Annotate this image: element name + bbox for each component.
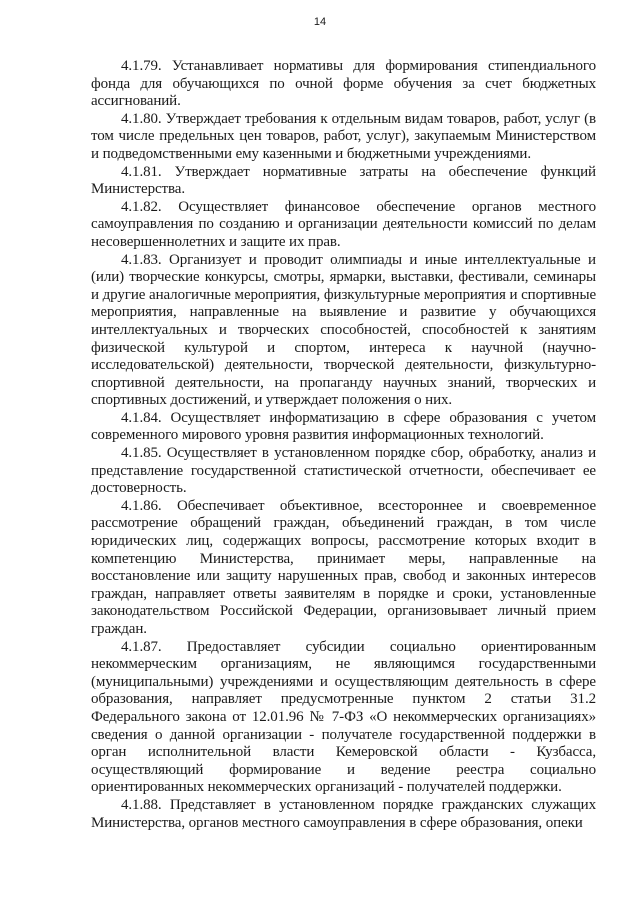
paragraph-4-1-83: 4.1.83. Организует и проводит олимпиады и иные интеллектуальные и (или) творческие конкурсы, смотры, ярмарки, выставки, фестивали, семинары и другие аналогичные мероприятия, физкультурные мероприятия и спортивные мероприятия, направленные на выявление и развитие у обучающихся интеллектуальных и творческих способностей, способностей к занятиям физической культурой и спортом, интереса к научной (научно-исследовательской) деятельности, творческой деятельности, физкультурно-спортивной деятельности, на пропаганду научных знаний, творческих и спортивных достижений, и утверждает положения о них.: [91, 251, 596, 409]
paragraph-4-1-82: 4.1.82. Осуществляет финансовое обеспечение органов местного самоуправления по созданию и организации деятельности комиссий по делам несовершеннолетних и защите их прав.: [91, 198, 596, 250]
paragraph-4-1-79: 4.1.79. Устанавливает нормативы для формирования стипендиального фонда для обучающихся по очной форме обучения за счет бюджетных ассигнований.: [91, 58, 596, 110]
paragraph-4-1-81: 4.1.81. Утверждает нормативные затраты на обеспечение функций Министерства.: [91, 163, 596, 198]
paragraph-4-1-85: 4.1.85. Осуществляет в установленном порядке сбор, обработку, анализ и представление государственной статистической отчетности, обеспечивает ее достоверность.: [91, 445, 596, 497]
paragraph-4-1-80: 4.1.80. Утверждает требования к отдельным видам товаров, работ, услуг (в том числе предельных цен товаров, работ, услуг), закупаемым Министерством и подведомственными ему казенными и бюджетными учреждениями.: [91, 110, 596, 162]
document-body: [91, 58, 596, 832]
paragraph-4-1-86: 4.1.86. Обеспечивает объективное, всестороннее и своевременное рассмотрение обращений граждан, объединений граждан, в том числе юридических лиц, содержащих вопросы, рассмотрение которых входит в компетенцию Министерства, принимает меры, направленные на восстановление или защиту нарушенных прав, свобод и законных интересов граждан, направляет ответы заявителям в порядке и сроки, установленные законодательством Российской Федерации, организовывает личный прием граждан.: [91, 497, 596, 637]
paragraph-4-1-88: 4.1.88. Представляет в установленном порядке гражданских служащих Министерства, органов местного самоуправления в сфере образования, опеки: [91, 796, 596, 831]
page-number: 14: [313, 16, 327, 28]
paragraph-4-1-84: 4.1.84. Осуществляет информатизацию в сфере образования с учетом современного мирового уровня развития информационных технологий.: [91, 409, 596, 444]
paragraph-4-1-87: 4.1.87. Предоставляет субсидии социально ориентированным некоммерческим организациям, не являющимся государственными (муниципальными) учреждениями и осуществляющим деятельность в сфере образования, направляет предусмотренные пунктом 2 статьи 31.2 Федерального закона от 12.01.96 № 7-ФЗ «О некоммерческих организациях» сведения о данной организации - получателе государственной поддержки в орган исполнительной власти Кемеровской области - Кузбасса, осуществляющий формирование и ведение реестра социально ориентированных некоммерческих организаций - получателей поддержки.: [91, 638, 596, 796]
